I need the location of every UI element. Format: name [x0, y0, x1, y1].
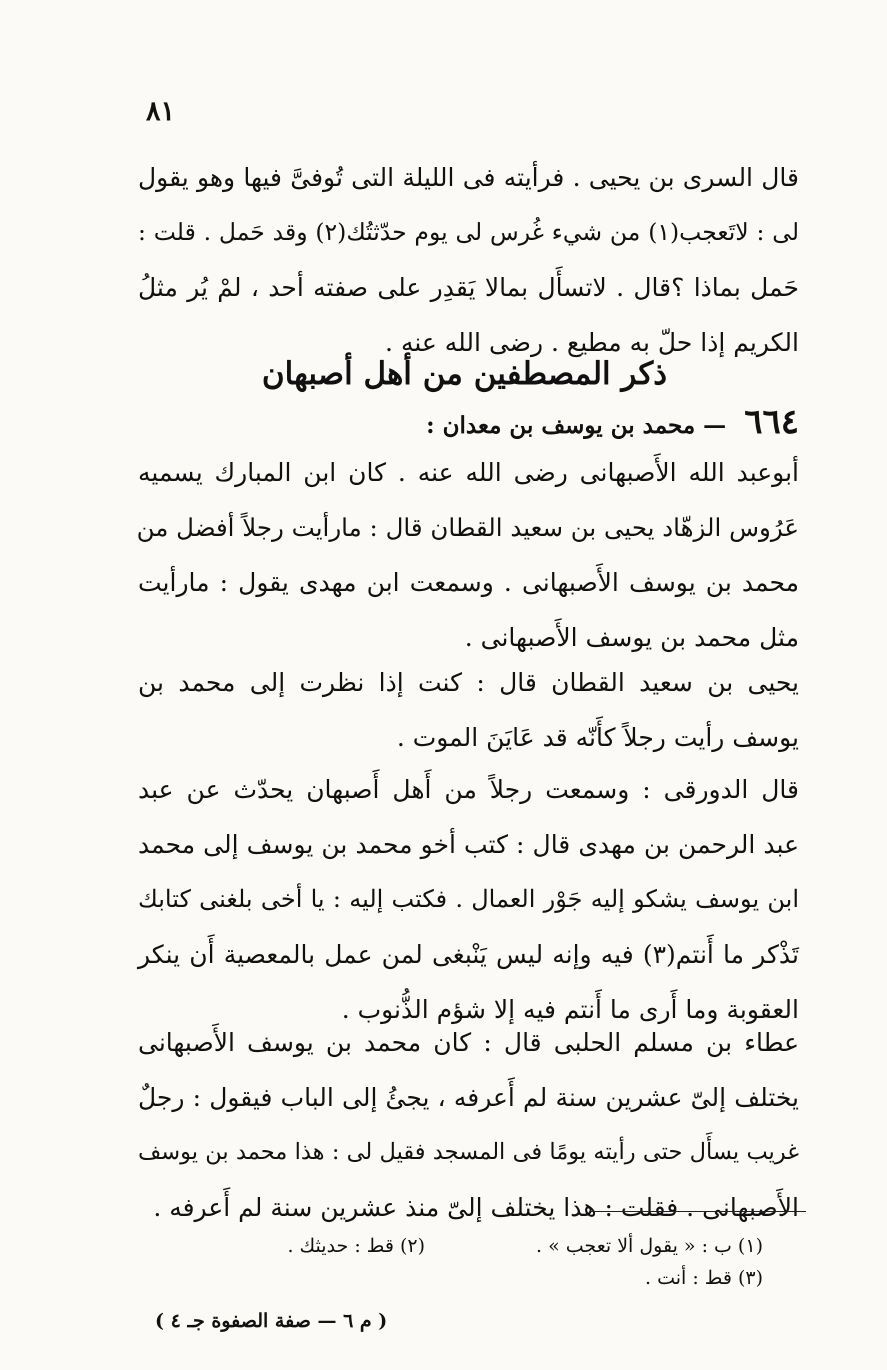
text-line: تَذْكر ما أَنتم(٣) فيه وإنه ليس يَنْبغى لمن عمل بالمعصية أَن ينكر	[138, 940, 799, 969]
footnote-3: (٣) قط : أنت .	[645, 1267, 763, 1289]
text-line: قال السرى بن يحيى . فرأيته فى الليلة التى تُوفىَّ فيها وهو يقول	[138, 163, 799, 192]
text-line: الأَصبهانى . فقلت : هذا يختلف إلىّ منذ عشرين سنة لم أَعرفه .	[153, 1193, 799, 1222]
text-line: العقوبة وما أَرى ما أَنتم فيه إلا شؤم الذُّنوب .	[341, 995, 799, 1024]
text-line: يختلف إلىّ عشرين سنة لم أَعرفه ، يجئُ إلى الباب فيقول : رجلٌ	[138, 1083, 799, 1112]
footnote-2: (٢) قط : حديثك .	[287, 1235, 425, 1257]
text-line: مثل محمد بن يوسف الأَصبهانى .	[464, 623, 799, 652]
paragraph-3	[138, 655, 799, 765]
entry-number: ٦٦٤	[744, 402, 799, 442]
text-line: يوسف رأيت رجلاً كأَنّه قد عَايَنَ الموت .	[396, 723, 799, 752]
paragraph-4	[138, 762, 799, 1037]
paragraph-1	[138, 150, 799, 370]
page-number: ٨١	[146, 96, 176, 127]
footnote-divider	[590, 1211, 806, 1212]
section-heading: ذكر المصطفين من أهل أصبهان	[261, 356, 668, 392]
text-line: أبوعبد الله الأَصبهانى رضى الله عنه . كان ابن المبارك يسميه	[138, 458, 799, 487]
paragraph-2	[138, 445, 799, 665]
entry-title	[426, 402, 799, 442]
text-line: الكريم إذا حلّ به مطيع . رضى الله عنه .	[385, 328, 799, 357]
text-line: ابن يوسف يشكو إليه جَوْر العمال . فكتب إليه : يا أخى بلغنى كتابك	[138, 885, 799, 913]
footnote-1: (١) ب : « يقول ألا تعجب » .	[536, 1235, 763, 1257]
paragraph-5	[138, 1015, 799, 1235]
text-line: غريب يسأَل حتى رأيته يومًا فى المسجد فقيل لى : هذا محمد بن يوسف	[138, 1139, 799, 1165]
text-line: عبد الرحمن بن مهدى قال : كتب أخو محمد بن يوسف إلى محمد	[138, 830, 799, 859]
text-line: عَرُوس الزهّاد يحيى بن سعيد القطان قال : مارأيت رجلاً أفضل من	[136, 513, 799, 542]
text-line: قال الدورقى : وسمعت رجلاً من أَهل أَصبهان يحدّث عن عبد	[138, 775, 799, 804]
text-line: يحيى بن سعيد القطان قال : كنت إذا نظرت إلى محمد بن	[138, 668, 799, 697]
text-line: عطاء بن مسلم الحلبى قال : كان محمد بن يوسف الأَصبهانى	[138, 1028, 799, 1057]
printer-signature: ( م ٦ — صفة الصفوة جـ ٤ )	[155, 1310, 388, 1332]
text-line: لى : لاتَعجب(١) من شيء غُرس لى يوم حدّثتُك(٢) وقد حَمل . قلت :	[138, 218, 799, 246]
entry-name: — محمد بن يوسف بن معدان :	[426, 412, 727, 439]
text-line: حَمل بماذا ؟قال . لاتسأَل بمالا يَقدِر على صفته أحد ، لمْ يُر مثلُ	[138, 273, 799, 302]
text-line: محمد بن يوسف الأَصبهانى . وسمعت ابن مهدى يقول : مارأيت	[138, 568, 799, 597]
